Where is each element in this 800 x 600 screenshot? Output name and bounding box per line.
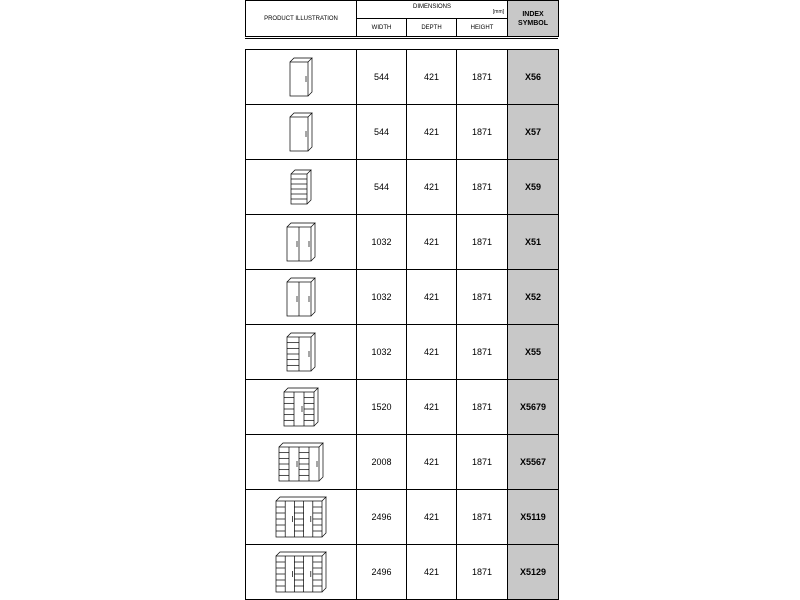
- height-cell: 1871: [457, 160, 508, 215]
- depth-cell: 421: [407, 490, 457, 545]
- product-illustration-cell: [246, 490, 357, 545]
- table-row: [246, 380, 559, 435]
- table-row: [246, 50, 559, 105]
- height-cell: 1871: [457, 50, 508, 105]
- product-illustration-cell: [246, 545, 357, 600]
- depth-header: DEPTH: [407, 19, 457, 37]
- product-illustration-cell: [246, 50, 357, 105]
- height-cell: 1871: [457, 490, 508, 545]
- double-door-cabinet-icon: [285, 276, 317, 318]
- product-illustration-header: PRODUCT ILLUSTRATION: [246, 1, 357, 37]
- drawer-cabinet-icon: [289, 168, 313, 206]
- index-symbol-cell: X5679: [508, 380, 559, 435]
- product-illustration-cell: [246, 215, 357, 270]
- width-cell: 544: [357, 50, 407, 105]
- height-cell: 1871: [457, 545, 508, 600]
- height-cell: 1871: [457, 270, 508, 325]
- table-row: [246, 215, 559, 270]
- depth-cell: 421: [407, 160, 457, 215]
- height-cell: 1871: [457, 105, 508, 160]
- header-divider: [245, 38, 558, 39]
- height-header: HEIGHT: [457, 19, 508, 37]
- depth-cell: 421: [407, 105, 457, 160]
- index-symbol-cell: X55: [508, 325, 559, 380]
- product-illustration-cell: [246, 380, 357, 435]
- single-door-cabinet-icon: [288, 56, 314, 98]
- index-symbol-cell: X52: [508, 270, 559, 325]
- index-symbol-header: [508, 1, 559, 37]
- table-row: [246, 325, 559, 380]
- index-symbol-cell: X57: [508, 105, 559, 160]
- width-cell: 544: [357, 160, 407, 215]
- index-symbol-cell: X56: [508, 50, 559, 105]
- product-illustration-cell: [246, 325, 357, 380]
- depth-cell: 421: [407, 435, 457, 490]
- width-cell: 1032: [357, 325, 407, 380]
- width-cell: 1520: [357, 380, 407, 435]
- width-cell: 2496: [357, 490, 407, 545]
- width-cell: 544: [357, 105, 407, 160]
- table-row: [246, 105, 559, 160]
- double-door-drawer-cabinet-icon: [285, 331, 317, 373]
- triple-cabinet-icon: [282, 386, 320, 428]
- height-cell: 1871: [457, 380, 508, 435]
- height-cell: 1871: [457, 325, 508, 380]
- width-header: WIDTH: [357, 19, 407, 37]
- width-cell: 2008: [357, 435, 407, 490]
- product-illustration-cell: [246, 270, 357, 325]
- quad-cabinet-icon: [277, 441, 325, 483]
- five-section-cabinet-icon: [274, 495, 328, 539]
- index-symbol-cell: X5129: [508, 545, 559, 600]
- product-illustration-cell: [246, 160, 357, 215]
- index-symbol-cell: X5567: [508, 435, 559, 490]
- width-cell: 1032: [357, 215, 407, 270]
- double-door-cabinet-icon: [285, 221, 317, 263]
- depth-cell: 421: [407, 380, 457, 435]
- index-symbol-cell: X59: [508, 160, 559, 215]
- height-cell: 1871: [457, 435, 508, 490]
- depth-cell: 421: [407, 325, 457, 380]
- table-row: [246, 160, 559, 215]
- five-section-cabinet-icon: [274, 550, 328, 594]
- unit-label: [mm]: [492, 9, 505, 15]
- table-row: [246, 545, 559, 600]
- table-row: [246, 270, 559, 325]
- table-row: [246, 490, 559, 545]
- depth-cell: 421: [407, 545, 457, 600]
- product-table: [245, 49, 559, 600]
- index-symbol-cell: X5119: [508, 490, 559, 545]
- product-illustration-cell: [246, 435, 357, 490]
- index-symbol-cell: X51: [508, 215, 559, 270]
- symbol-label: SYMBOL: [518, 19, 548, 27]
- dimensions-header: [357, 1, 508, 19]
- dimensions-label: DIMENSIONS: [413, 4, 452, 10]
- width-cell: 1032: [357, 270, 407, 325]
- depth-cell: 421: [407, 50, 457, 105]
- depth-cell: 421: [407, 215, 457, 270]
- index-label: INDEX: [522, 10, 544, 18]
- product-illustration-cell: [246, 105, 357, 160]
- single-door-cabinet-icon: [288, 111, 314, 153]
- height-cell: 1871: [457, 215, 508, 270]
- depth-cell: 421: [407, 270, 457, 325]
- width-cell: 2496: [357, 545, 407, 600]
- table-header: [245, 0, 559, 37]
- table-row: [246, 435, 559, 490]
